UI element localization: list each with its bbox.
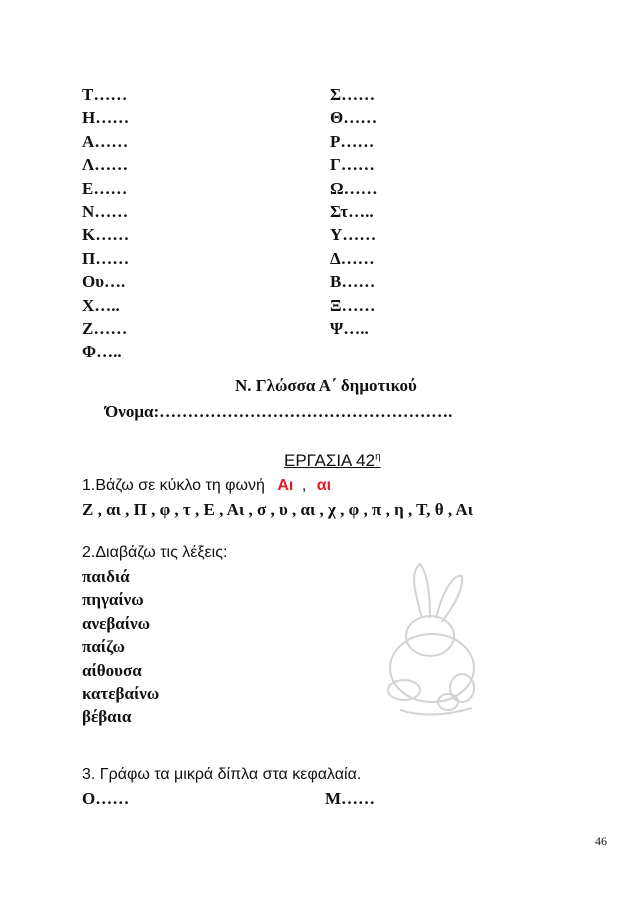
exercise3-pair: Ο…… [82, 789, 130, 808]
target-separator: , [301, 477, 307, 494]
letter-item: Ψ….. [330, 318, 369, 338]
page-number: 46 [595, 834, 607, 848]
word-item: κατεβαίνω [82, 683, 160, 703]
name-field-label: Όνομα:……………………………………………. [105, 402, 453, 421]
exercise1-prompt-text: 1.Βάζω σε κύκλο τη φωνή [82, 477, 265, 494]
word-item: αίθουσα [82, 660, 142, 680]
letter-item: Ου…. [82, 272, 126, 292]
word-item: βέβαια [82, 707, 132, 727]
letter-item: Ζ…… [82, 318, 128, 338]
exercise3-pair: Μ…… [325, 789, 376, 808]
task-title-sup: η [375, 451, 381, 463]
letter-item: Κ…… [82, 225, 130, 245]
letter-item: Τ…… [82, 85, 128, 104]
task-title-text: ΕΡΓΑΣΙΑ 42 [284, 451, 376, 470]
word-list [82, 565, 159, 729]
letter-item: Α…… [82, 131, 129, 151]
letter-item: Χ….. [82, 295, 120, 315]
letter-item: Ξ…… [330, 295, 376, 315]
letter-item: Υ…… [330, 225, 377, 245]
rabbit-illustration [360, 560, 510, 720]
letter-item: Γ…… [330, 155, 375, 175]
word-item: παίζω [82, 637, 125, 657]
subject-title: Ν. Γλώσσα Α΄ δημοτικού [235, 376, 417, 395]
letter-item: Ρ…… [330, 131, 375, 151]
word-item: παιδιά [82, 567, 130, 586]
letter-item: Στ….. [330, 201, 374, 221]
letter-item: Ω…… [330, 178, 378, 198]
task-title [284, 451, 381, 471]
word-item: ανεβαίνω [82, 613, 151, 633]
word-item: πηγαίνω [82, 590, 144, 610]
exercise2-prompt: 2.Διαβάζω τις λέξεις: [82, 544, 228, 561]
letters-right-column [330, 83, 378, 340]
exercise1-prompt [82, 477, 331, 495]
exercise1-sequence: Ζ , αι , Π , φ , τ , Ε , Αι , σ , υ , αι , χ , φ , π , η , Τ, θ , Αι [82, 500, 473, 519]
letter-item: Θ…… [330, 108, 378, 128]
letter-item: Φ….. [82, 342, 122, 362]
letter-item: Ν…… [82, 201, 129, 221]
letter-item: Β…… [330, 272, 376, 292]
exercise3-prompt: 3. Γράφω τα μικρά δίπλα στα κεφαλαία. [82, 766, 362, 783]
letters-left-column [82, 83, 129, 364]
target-vowel-lower: αι [316, 477, 332, 494]
letter-item: Σ…… [330, 85, 376, 104]
target-vowel-upper: Αι [277, 477, 294, 494]
letter-item: Π…… [82, 248, 130, 268]
letter-item: Ε…… [82, 178, 128, 198]
letter-item: Λ…… [82, 155, 129, 175]
letter-item: Η…… [82, 108, 130, 128]
letter-item: Δ…… [330, 248, 375, 268]
